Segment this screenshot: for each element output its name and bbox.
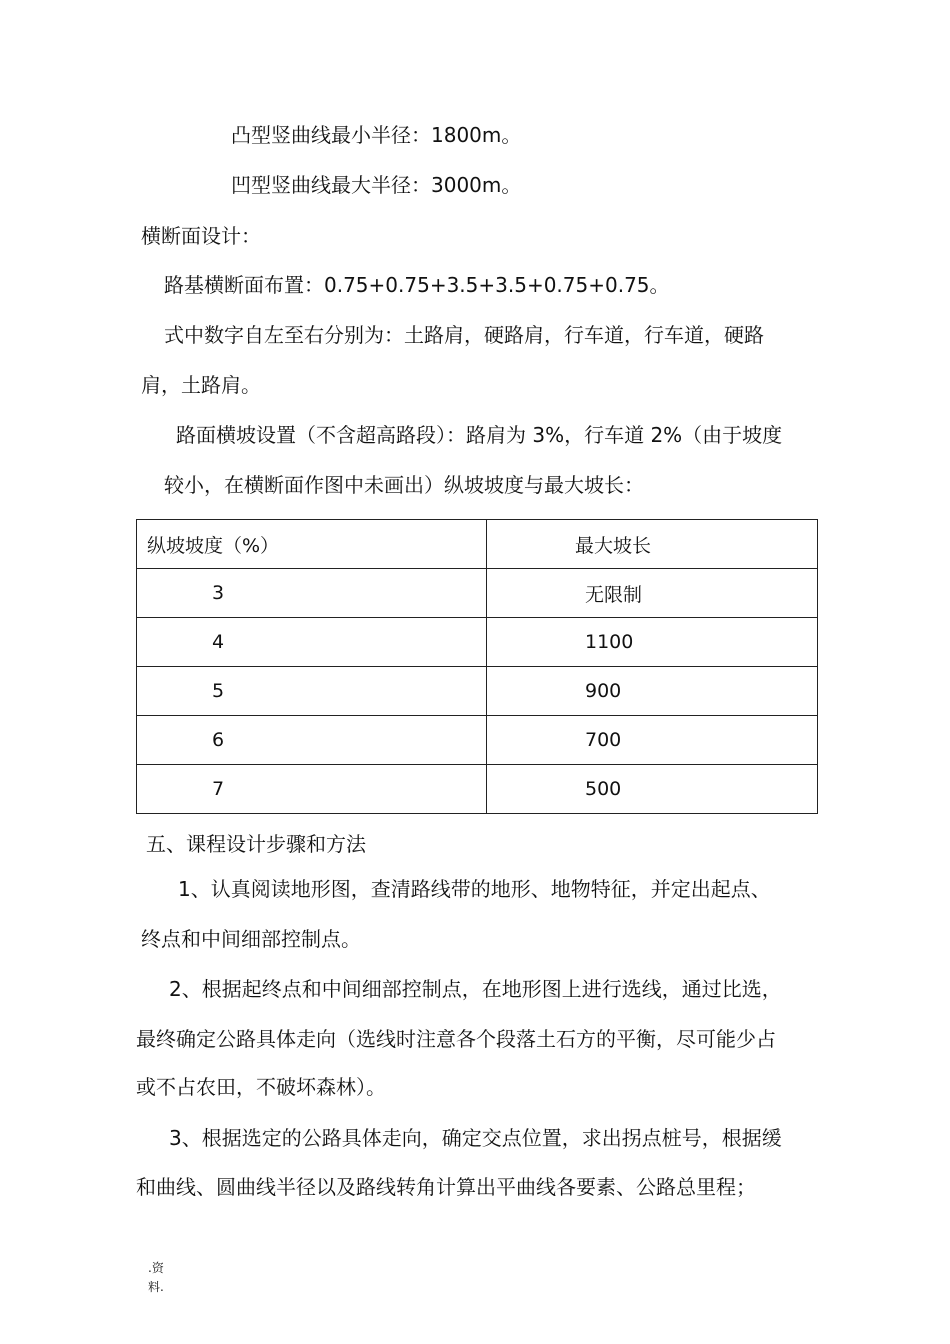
max-length-cell: 500 bbox=[487, 765, 818, 814]
step1-line2: 终点和中间细部控制点。 bbox=[141, 927, 361, 951]
step2-line2: 最终确定公路具体走向（选线时注意各个段落土石方的平衡，尽可能少占 bbox=[136, 1027, 776, 1051]
step1-line1: 1、认真阅读地形图，查清路线带的地形、地物特征，并定出起点、 bbox=[178, 877, 771, 901]
step3-line1: 3、根据选定的公路具体走向，确定交点位置，求出拐点桩号，根据缓 bbox=[169, 1126, 782, 1150]
max-length-cell: 无限制 bbox=[487, 569, 818, 618]
step3-line2: 和曲线、圆曲线半径以及路线转角计算出平曲线各要素、公路总里程； bbox=[136, 1175, 756, 1199]
cross-section-heading: 横断面设计： bbox=[141, 224, 261, 248]
table-row bbox=[137, 765, 818, 814]
section5-heading: 五、课程设计步骤和方法 bbox=[146, 832, 366, 856]
crossfall-line1: 路面横坡设置（不含超高路段）：路肩为 3%，行车道 2%（由于坡度 bbox=[176, 423, 783, 447]
footer-mark-line2: 料. bbox=[148, 1280, 164, 1294]
slope-length-table bbox=[136, 519, 818, 814]
concave-curve-radius: 凹型竖曲线最大半径：3000m。 bbox=[231, 173, 522, 197]
max-length-cell: 1100 bbox=[487, 618, 818, 667]
subgrade-layout: 路基横断面布置：0.75+0.75+3.5+3.5+0.75+0.75。 bbox=[164, 273, 670, 297]
step2-line1: 2、根据起终点和中间细部控制点，在地形图上进行选线，通过比选， bbox=[169, 977, 782, 1001]
numbers-explanation-line1: 式中数字自左至右分别为：土路肩，硬路肩，行车道，行车道，硬路 bbox=[164, 323, 764, 347]
numbers-explanation-line2: 肩，土路肩。 bbox=[141, 373, 261, 397]
header-max-length: 最大坡长 bbox=[487, 520, 818, 569]
step2-line3: 或不占农田，不破坏森林）。 bbox=[136, 1075, 386, 1099]
table-row bbox=[137, 618, 818, 667]
table-row bbox=[137, 716, 818, 765]
max-length-cell: 900 bbox=[487, 667, 818, 716]
grade-cell: 4 bbox=[137, 618, 487, 667]
table-row bbox=[137, 667, 818, 716]
grade-cell: 6 bbox=[137, 716, 487, 765]
footer-mark-line1: .资 bbox=[148, 1261, 164, 1275]
convex-curve-radius: 凸型竖曲线最小半径：1800m。 bbox=[231, 123, 522, 147]
grade-cell: 5 bbox=[137, 667, 487, 716]
grade-cell: 7 bbox=[137, 765, 487, 814]
max-length-cell: 700 bbox=[487, 716, 818, 765]
grade-cell: 3 bbox=[137, 569, 487, 618]
crossfall-line2: 较小，在横断面作图中未画出）纵坡坡度与最大坡长： bbox=[164, 473, 644, 497]
table-header-row bbox=[137, 520, 818, 569]
table-row bbox=[137, 569, 818, 618]
header-grade: 纵坡坡度（%） bbox=[137, 520, 487, 569]
